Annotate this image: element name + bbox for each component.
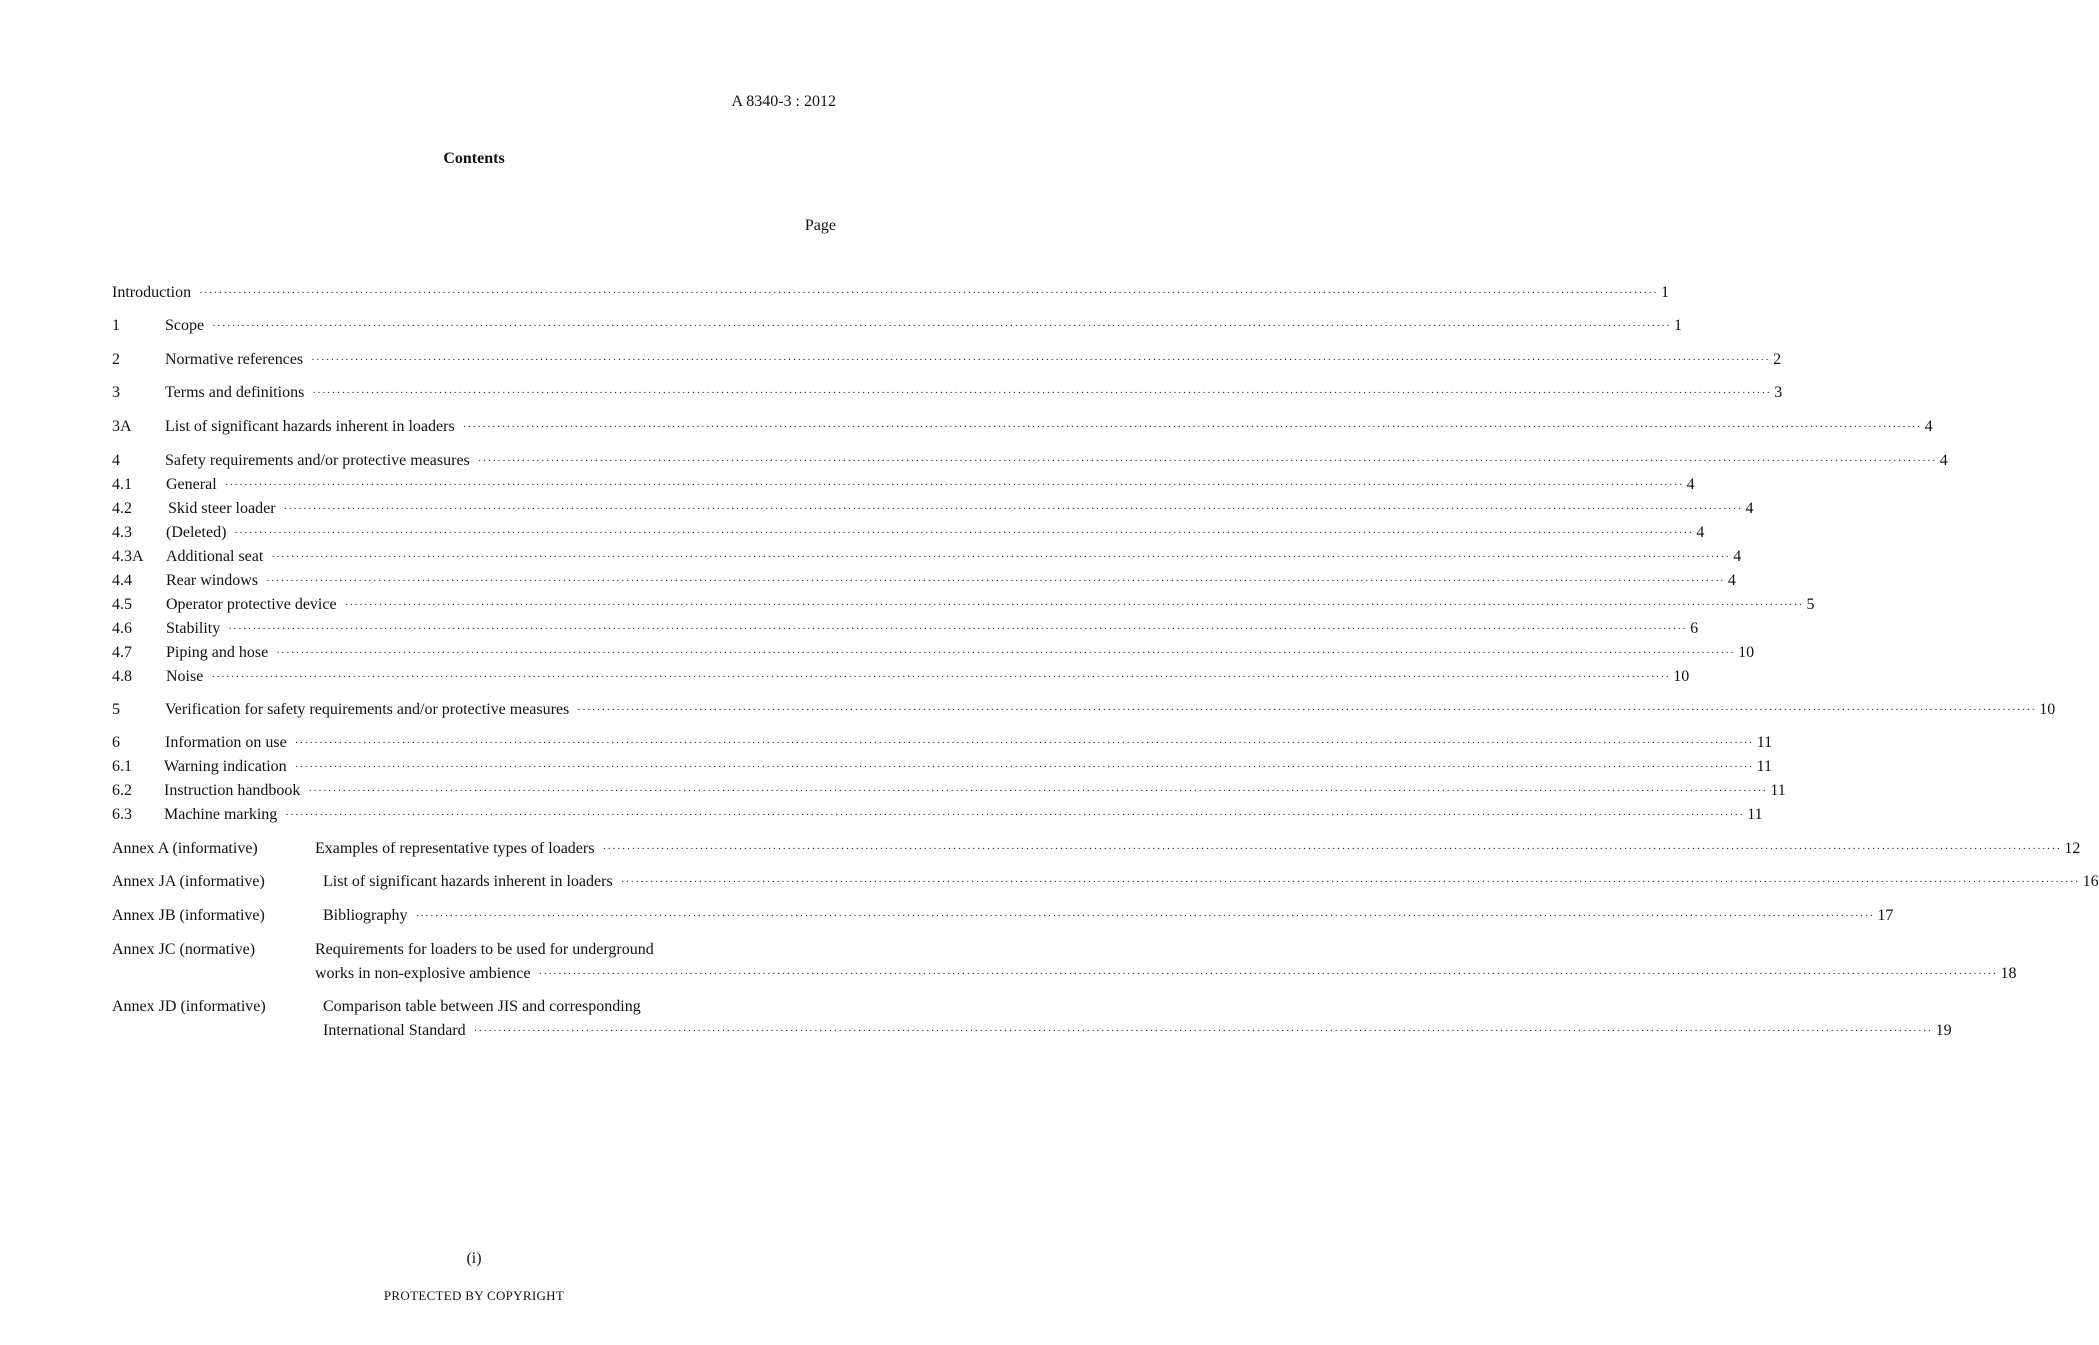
entry-page: 2 [1773,351,1782,368]
entry-page: 6 [1690,620,1699,637]
entry-page: 10 [1738,644,1755,661]
entry-title: Requirements for loaders to be used for underground [315,941,654,958]
entry-number: 6.1 [112,758,132,775]
dot-leader: ············································································································································································································································································································ [415,910,1875,922]
toc-entry[interactable] [112,905,1894,927]
entry-title: Verification for safety requirements and/or protective measures [165,701,570,718]
dot-leader: ············································································································································································································································································································ [199,287,1659,299]
entry-page: 4 [1686,476,1695,493]
entry-number: 4.2 [112,500,132,517]
entry-number: 6.3 [112,806,132,823]
toc-entry[interactable] [112,838,2081,860]
dot-leader: ············································································································································································································································································································ [228,623,1688,635]
entry-page: 19 [1935,1022,1952,1039]
dot-leader: ············································································································································································································································································································ [344,599,1804,611]
entry-page: 4 [1733,548,1742,565]
entry-title: Normative references [165,351,304,368]
entry-title: Scope [165,317,205,334]
toc-entry[interactable] [112,546,1742,568]
entry-title: General [166,476,217,493]
dot-leader: ············································································································································································································································································································ [602,843,2062,855]
entry-number: 4.8 [112,668,132,685]
entry-number: Annex JB (informative) [112,907,265,924]
entry-page: 3 [1774,384,1783,401]
toc-entry[interactable] [112,871,2099,893]
entry-title-line2: International Standard [323,1022,466,1039]
dot-leader: ············································································································································································································································································································ [462,421,1922,433]
toc-entry[interactable] [112,474,1695,496]
entry-page: 1 [1661,284,1670,301]
entry-title: Operator protective device [166,596,337,613]
entry-title: Skid steer loader [168,500,276,517]
entry-page: 4 [1696,524,1705,541]
toc-entry[interactable] [112,315,1683,337]
page-folio: (i) [466,1250,482,1267]
entry-number: Annex JC (normative) [112,941,256,958]
dot-leader: ············································································································································································································································································································ [224,479,1684,491]
entry-title: List of significant hazards inherent in loaders [323,873,613,890]
entry-number: 4.5 [112,596,132,613]
entry-page: 5 [1806,596,1815,613]
dot-leader: ············································································································································································································································································································ [271,551,1731,563]
dot-leader: ············································································································································································································································································································ [212,320,1672,332]
toc-entry[interactable] [112,642,1755,664]
entry-title-line2: works in non-explosive ambience [315,965,531,982]
entry-number: 6 [112,734,120,751]
page-column-label: Page [804,217,836,234]
entry-title: Information on use [165,734,287,751]
entry-page: 4 [1924,418,1933,435]
entry-page: 12 [2064,840,2081,857]
entry-title: Safety requirements and/or protective measures [165,452,470,469]
entry-number: 4 [112,452,120,469]
entry-number: 2 [112,351,120,368]
toc-entry[interactable] [112,349,1782,371]
entry-number: 5 [112,701,120,718]
entry-title: Rear windows [166,572,258,589]
toc-entry[interactable] [112,804,1763,826]
entry-number: 4.7 [112,644,132,661]
entry-title: Instruction handbook [164,782,301,799]
dot-leader: ············································································································································································································································································································ [311,354,1771,366]
entry-title: Piping and hose [166,644,269,661]
entry-title: Examples of representative types of loaders [315,840,595,857]
entry-title: Terms and definitions [165,384,305,401]
toc-entry[interactable] [112,416,1933,438]
toc-entry[interactable] [112,780,1786,802]
entry-title: Noise [166,668,204,685]
dot-leader: ············································································································································································································································································································ [308,785,1768,797]
entry-number: Annex JA (informative) [112,873,265,890]
page-title: Contents [443,150,505,167]
entry-number: Annex JD (informative) [112,998,266,1015]
document-id: A 8340-3 : 2012 [731,93,836,110]
toc-entry[interactable] [112,570,1736,592]
toc-entry[interactable] [112,732,1773,754]
entry-number: 4.4 [112,572,132,589]
entry-title: Stability [166,620,221,637]
toc-entry-continuation[interactable] [112,963,2017,985]
entry-page: 11 [1747,806,1763,823]
entry-number: Annex A (informative) [112,840,258,857]
dot-leader: ············································································································································································································································································································ [276,647,1736,659]
entry-page: 1 [1674,317,1683,334]
entry-title: Comparison table between JIS and corresponding [323,998,641,1015]
entry-page: 16 [2082,873,2099,890]
dot-leader: ············································································································································································································································································································ [538,968,1998,980]
entry-page: 11 [1756,734,1773,751]
dot-leader: ············································································································································································································································································································ [312,387,1772,399]
entry-number: 4.1 [112,476,132,493]
entry-page: 4 [1939,452,1948,469]
entry-page: 10 [2039,701,2056,718]
dot-leader: ············································································································································································································································································································ [283,503,1743,515]
entry-title: Additional seat [166,548,264,565]
toc-entry[interactable] [112,756,1773,778]
copyright-notice: PROTECTED BY COPYRIGHT [383,1288,565,1303]
toc-entry-continuation[interactable] [112,1020,1952,1042]
toc-entry[interactable] [112,996,818,1018]
toc-entry[interactable] [112,282,1670,304]
entry-page: 11 [1756,758,1773,775]
entry-page: 17 [1877,907,1894,924]
toc-entry[interactable] [112,382,1783,404]
entry-number: 3 [112,384,120,401]
entry-title: (Deleted) [166,524,227,541]
toc-entry[interactable] [112,450,1948,472]
entry-title: Introduction [112,284,192,301]
dot-leader: ············································································································································································································································································································ [285,809,1745,821]
dot-leader: ············································································································································································································································································································ [577,704,2037,716]
dot-leader: ············································································································································································································································································································ [477,455,1937,467]
entry-page: 4 [1727,572,1736,589]
entry-title: Bibliography [323,907,408,924]
entry-page: 18 [2000,965,2017,982]
dot-leader: ············································································································································································································································································································ [294,761,1754,773]
entry-page: 4 [1745,500,1754,517]
entry-number: 6.2 [112,782,132,799]
entry-number: 4.3A [112,548,144,565]
dot-leader: ············································································································································································································································································································ [294,737,1754,749]
dot-leader: ············································································································································································································································································································ [211,671,1671,683]
entry-number: 4.6 [112,620,132,637]
toc-entry[interactable] [112,699,2056,721]
entry-number: 4.3 [112,524,132,541]
toc-entry[interactable] [112,498,1754,520]
dot-leader: ············································································································································································································································································································ [473,1025,1933,1037]
entry-page: 10 [1673,668,1690,685]
entry-title: List of significant hazards inherent in loaders [165,418,455,435]
toc-entry[interactable] [112,594,1815,616]
dot-leader: ············································································································································································································································································································ [620,876,2080,888]
entry-title: Machine marking [164,806,278,823]
dot-leader: ············································································································································································································································································································ [265,575,1725,587]
dot-leader: ············································································································································································································································································································ [234,527,1694,539]
entry-number: 1 [112,317,120,334]
entry-title: Warning indication [164,758,287,775]
toc-entry[interactable] [112,939,818,961]
entry-page: 11 [1770,782,1786,799]
toc-entry[interactable] [112,618,1699,640]
entry-number: 3A [112,418,132,435]
toc-entry[interactable] [112,522,1705,544]
toc-entry[interactable] [112,666,1690,688]
